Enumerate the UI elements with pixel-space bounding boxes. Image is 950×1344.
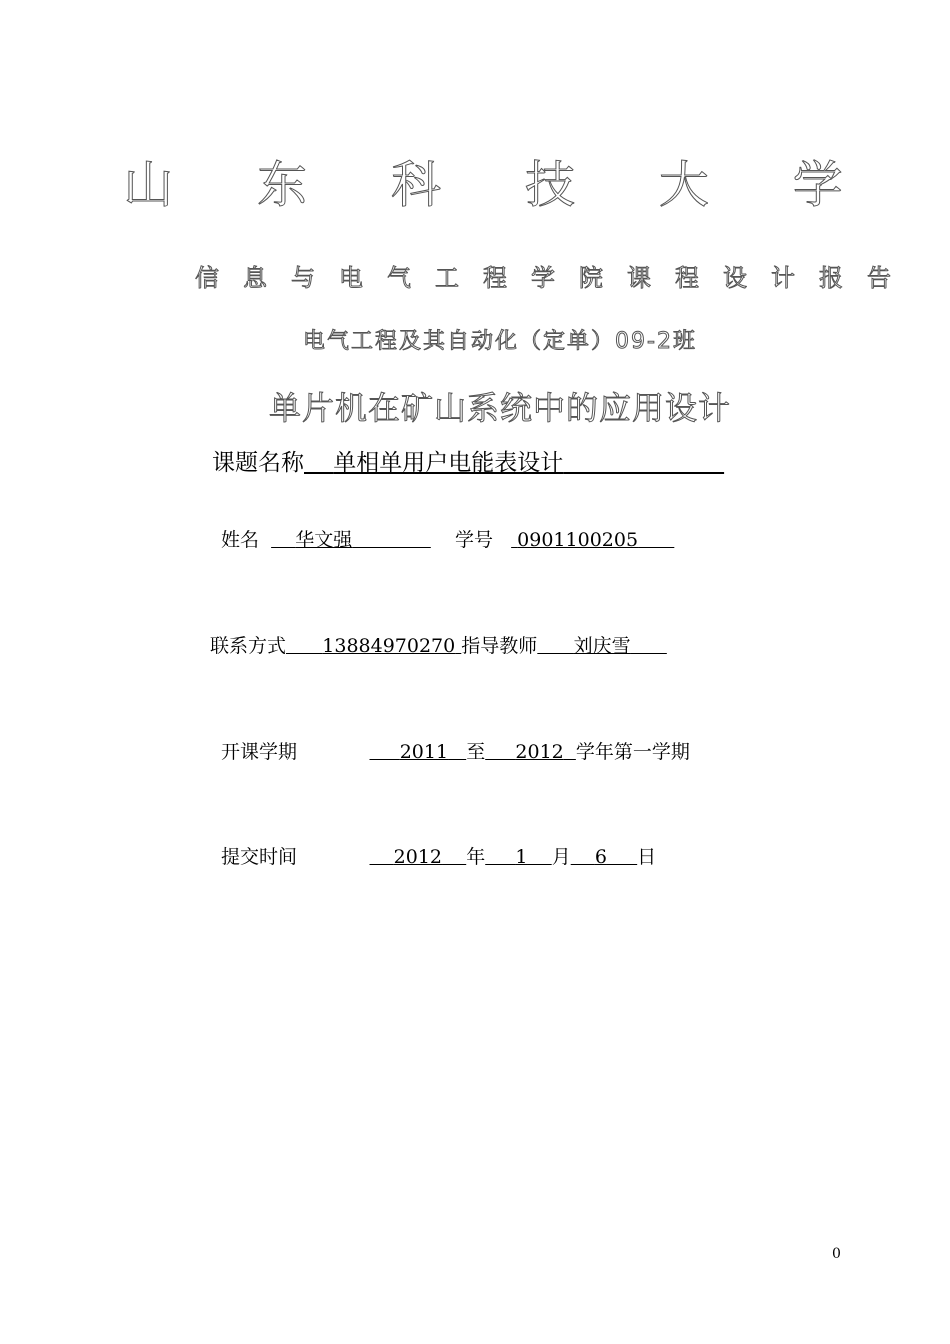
student-id-value: 0901100205 (517, 529, 639, 551)
term-end-lead-blank (485, 741, 515, 763)
term-start: 2011 (399, 741, 449, 763)
term-end: 2012 (515, 741, 564, 763)
subject-row (212, 446, 724, 480)
term-to: 至 (466, 741, 486, 763)
advisor-value: 刘庆雪 (573, 635, 631, 657)
submit-month-lead-blank (485, 846, 515, 868)
submit-year-lead-blank (370, 846, 394, 868)
name-label: 姓名 (221, 529, 260, 551)
name-row (221, 525, 674, 555)
term-label: 开课学期 (221, 741, 298, 763)
term-row (221, 737, 690, 767)
submit-row (221, 842, 656, 872)
year-unit: 年 (466, 846, 486, 868)
student-id-label: 学号 (454, 529, 493, 551)
contact-value: 13884970270 (322, 635, 456, 657)
submit-day-lead-blank (571, 846, 595, 868)
subject-trail-blank (563, 450, 724, 476)
name-lead-blank (271, 529, 295, 551)
advisor-trail-blank (631, 635, 667, 657)
advisor-label: 指导教师 (461, 635, 538, 657)
term-suffix: 学年第一学期 (575, 741, 690, 763)
page-number: 0 (832, 1246, 841, 1262)
term-end-trail-blank (564, 741, 576, 763)
term-start-lead-blank (370, 741, 400, 763)
name-trail-blank (352, 529, 431, 551)
subject-value: 单相单用户电能表设计 (333, 450, 564, 476)
contact-row (210, 631, 667, 661)
class-name: 电气工程及其自动化（定单）09-2班 (303, 329, 697, 354)
submit-year-trail-blank (442, 846, 466, 868)
course-title: 单片机在矿山系统中的应用设计 (268, 389, 731, 427)
college-report-title: 信息与电气工程学院课程设计报告 (195, 264, 915, 292)
student-id-trail-blank (638, 529, 674, 551)
month-unit: 月 (551, 846, 571, 868)
submit-day-trail-blank (607, 846, 637, 868)
advisor-lead-blank (537, 635, 573, 657)
submit-label: 提交时间 (221, 846, 298, 868)
term-start-trail-blank (448, 741, 466, 763)
university-name: 山 东 科 技 大 学 (123, 156, 877, 214)
submit-day: 6 (594, 846, 607, 868)
name-value: 华文强 (295, 529, 353, 551)
contact-label: 联系方式 (210, 635, 287, 657)
submit-month-trail-blank (528, 846, 552, 868)
subject-lead-blank (304, 450, 333, 476)
contact-lead-blank (286, 635, 322, 657)
day-unit: 日 (637, 846, 657, 868)
submit-year: 2012 (393, 846, 443, 868)
submit-month: 1 (515, 846, 528, 868)
subject-label: 课题名称 (212, 450, 304, 476)
